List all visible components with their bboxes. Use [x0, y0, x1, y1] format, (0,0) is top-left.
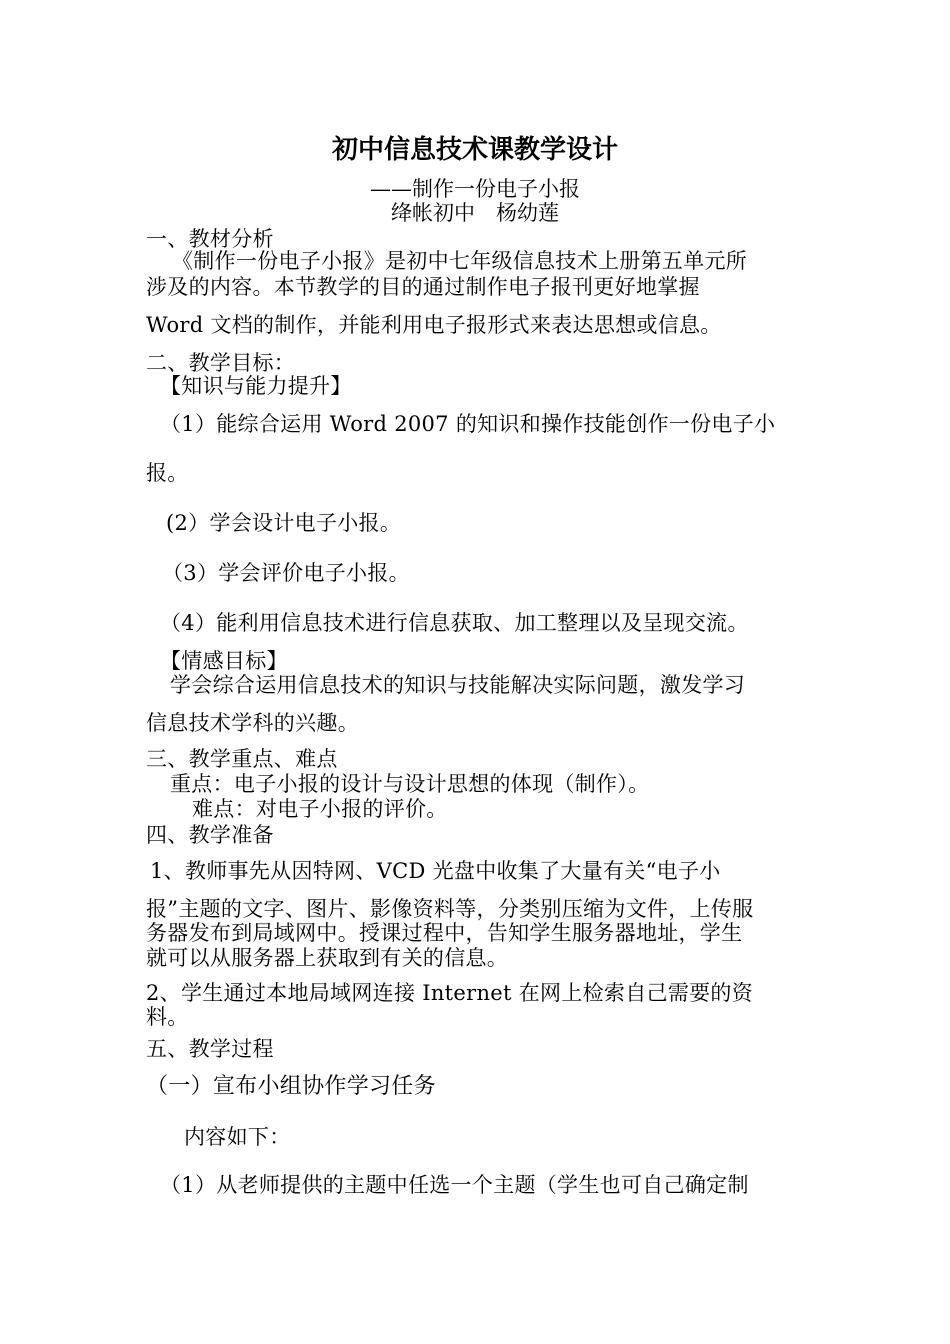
paragraph-line: 就可以从服务器上获取到有关的信息。: [146, 946, 509, 970]
subheading: （一）宣布小组协作学习任务: [146, 1074, 436, 1099]
paragraph-line: 难点：对电子小报的评价。: [192, 797, 448, 821]
paragraph-line: 重点：电子小报的设计与设计思想的体现（制作）。: [170, 772, 650, 796]
paragraph-line: 2、学生通过本地局域网连接 Internet 在网上检索自己需要的资: [146, 981, 754, 1005]
section-heading-5: 五、教学过程: [146, 1037, 274, 1061]
paragraph-line: 信息技术学科的兴趣。: [146, 711, 359, 735]
section-heading-1: 一、教材分析: [146, 227, 274, 251]
list-item: 报。: [146, 461, 189, 485]
subheading: 【情感目标】: [160, 649, 288, 673]
section-heading-3: 三、教学重点、难点: [146, 747, 338, 771]
subheading: 【知识与能力提升】: [160, 374, 352, 398]
section-heading-2: 二、教学目标：: [146, 351, 296, 375]
paragraph-line: 学会综合运用信息技术的知识与技能解决实际问题，激发学习: [170, 673, 746, 697]
paragraph-line: 报”主题的文字、图片、影像资料等，分类别压缩为文件，上传服: [146, 897, 754, 921]
list-item: （1）能综合运用 Word 2007 的知识和操作技能创作一份电子小: [160, 412, 776, 436]
document-title: 初中信息技术课教学设计: [331, 135, 618, 165]
paragraph-line: Word 文档的制作，并能利用电子报形式来表达思想或信息。: [146, 313, 722, 337]
paragraph-line: 涉及的内容。本节教学的目的通过制作电子报刊更好地掌握: [146, 275, 700, 299]
list-item: （3）学会评价电子小报。: [162, 561, 410, 585]
paragraph-line: 1、教师事先从因特网、VCD 光盘中收集了大量有关“电子小: [150, 859, 721, 883]
list-item: (2）学会设计电子小报。: [166, 511, 402, 535]
list-item: （1）从老师提供的主题中任选一个主题（学生也可自己确定制: [160, 1173, 749, 1197]
section-heading-4: 四、教学准备: [146, 823, 274, 847]
document-author: 绛帐初中 杨幼莲: [391, 201, 559, 225]
paragraph-line: 内容如下：: [184, 1125, 291, 1149]
document-subtitle: ——制作一份电子小报: [370, 177, 580, 201]
paragraph-line: 《制作一份电子小报》是初中七年级信息技术上册第五单元所: [172, 249, 748, 273]
paragraph-line: 务器发布到局域网中。授课过程中，告知学生服务器地址，学生: [146, 921, 743, 945]
paragraph-line: 料。: [146, 1005, 189, 1029]
list-item: （4）能利用信息技术进行信息获取、加工整理以及呈现交流。: [160, 611, 749, 635]
